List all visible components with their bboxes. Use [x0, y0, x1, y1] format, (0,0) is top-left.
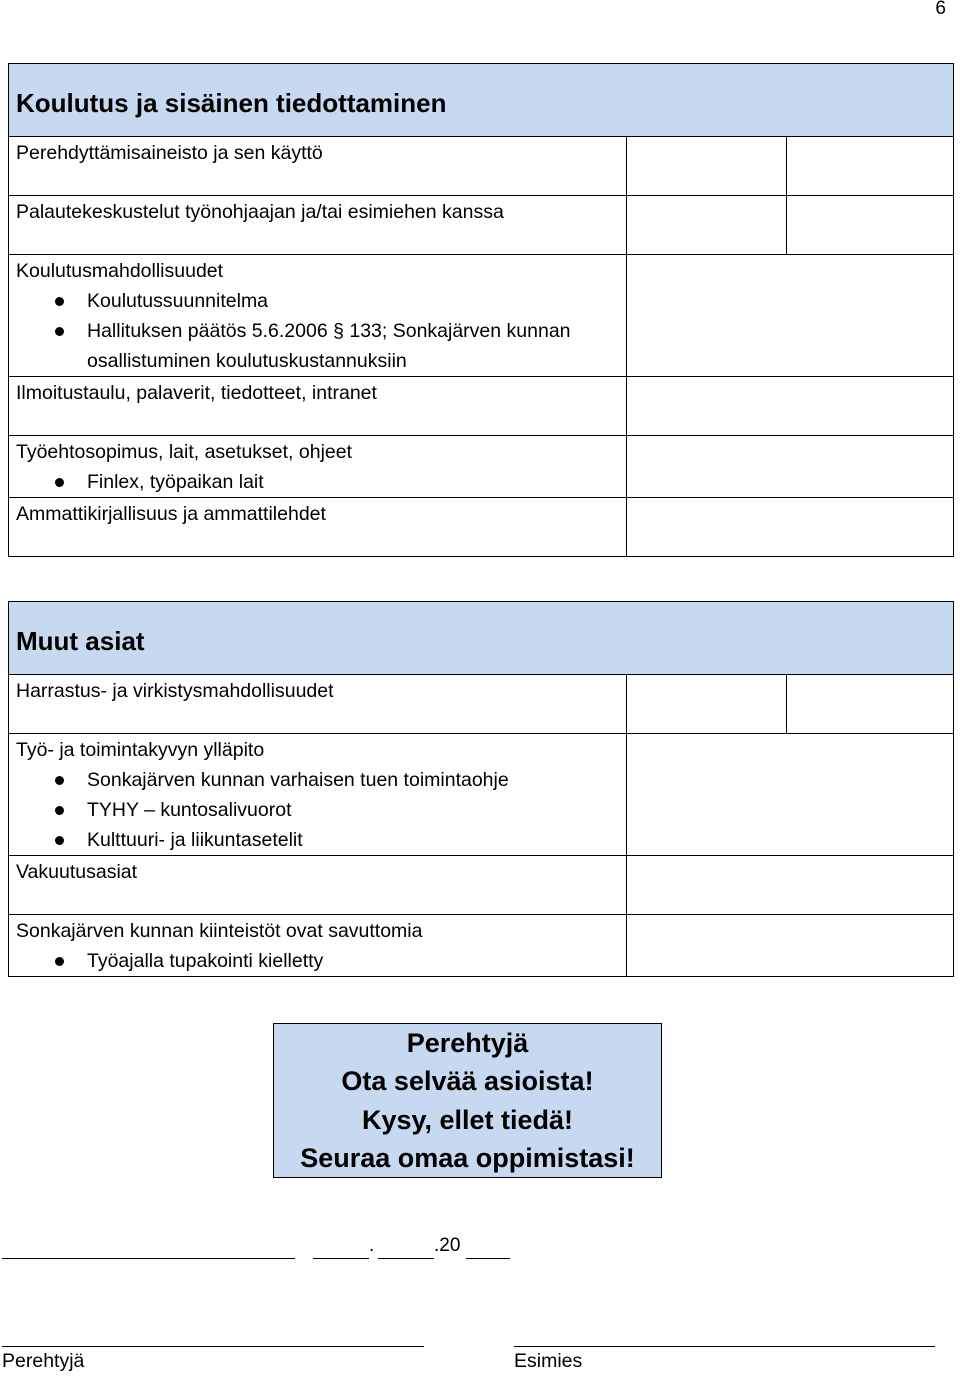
item-title: Työehtosopimus, lait, asetukset, ohjeet [16, 441, 353, 463]
motivation-line: Kysy, ellet tiedä! [361, 1104, 574, 1135]
day-line[interactable] [313, 1258, 369, 1259]
bullet-item: Työajalla tupakointi kielletty [16, 946, 620, 976]
check-cell[interactable] [626, 734, 953, 856]
bullet-icon [55, 957, 64, 966]
table-row [9, 255, 954, 377]
motivation-line: Seuraa omaa oppimistasi! [300, 1143, 635, 1173]
table-row [9, 915, 954, 977]
bullet-list [16, 946, 620, 976]
table-row [9, 377, 954, 436]
bullet-item: TYHY – kuntosalivuorot [16, 795, 620, 825]
check-cell[interactable] [626, 498, 953, 557]
section-title: Muut asiat [9, 602, 954, 675]
item-title: Sonkajärven kunnan kiinteistöt ovat savuttomia [16, 920, 423, 942]
bullet-icon [55, 478, 64, 487]
table-row [9, 856, 954, 915]
motivation-box [273, 1023, 662, 1178]
item-cell [9, 734, 627, 856]
motivation-line: Ota selvää asioista! [341, 1066, 594, 1096]
check-cell[interactable] [626, 856, 953, 915]
date-year-prefix: .20 [434, 1235, 461, 1256]
table-row [9, 137, 954, 196]
page-number: 6 [935, 0, 946, 19]
bullet-icon [55, 327, 64, 336]
check-cell[interactable] [626, 255, 953, 377]
item-title: Koulutusmahdollisuudet [16, 260, 224, 282]
check-cell[interactable] [786, 196, 953, 255]
check-cell[interactable] [626, 915, 953, 977]
check-cell[interactable] [626, 436, 953, 498]
item-cell [9, 196, 627, 255]
item-title: Vakuutusasiat [16, 861, 138, 883]
bullet-icon [55, 836, 64, 845]
check-cell[interactable] [626, 137, 786, 196]
month-line[interactable] [378, 1258, 434, 1259]
section-title: Koulutus ja sisäinen tiedottaminen [9, 64, 954, 137]
item-title: Työ- ja toimintakyvyn ylläpito [16, 739, 265, 761]
supervisor-label: Esimies [514, 1350, 583, 1372]
table-row [9, 734, 954, 856]
bullet-item: Koulutussuunnitelma [16, 286, 620, 316]
table-row [9, 436, 954, 498]
section-table-other [8, 601, 954, 977]
date-separator: . [369, 1235, 375, 1256]
check-cell[interactable] [626, 675, 786, 734]
item-cell [9, 377, 627, 436]
bullet-item: Hallituksen päätös 5.6.2006 § 133; Sonkajärven kunnan osallistuminen koulutuskustannuksiin [16, 316, 620, 376]
section-table-training [8, 63, 954, 557]
item-cell [9, 675, 627, 734]
item-cell [9, 436, 627, 498]
item-title: Palautekeskustelut työnohjaajan ja/tai esimiehen kanssa [16, 201, 504, 223]
bullet-icon [55, 806, 64, 815]
table-row [9, 498, 954, 557]
table-row [9, 196, 954, 255]
item-cell [9, 498, 627, 557]
bullet-item: Sonkajärven kunnan varhaisen tuen toimintaohje [16, 765, 620, 795]
item-title: Perehdyttämisaineisto ja sen käyttö [16, 142, 323, 164]
item-cell [9, 856, 627, 915]
bullet-list [16, 467, 620, 497]
check-cell[interactable] [626, 377, 953, 436]
year-line[interactable] [466, 1258, 510, 1259]
check-cell[interactable] [786, 137, 953, 196]
supervisor-signature-line[interactable] [514, 1346, 935, 1347]
item-title: Ammattikirjallisuus ja ammattilehdet [16, 503, 326, 525]
newcomer-signature-line[interactable] [2, 1346, 424, 1347]
check-cell[interactable] [786, 675, 953, 734]
bullet-icon [55, 776, 64, 785]
bullet-item: Kulttuuri- ja liikuntasetelit [16, 825, 620, 855]
bullet-list [16, 765, 620, 855]
item-title: Ilmoitustaulu, palaverit, tiedotteet, intranet [16, 382, 377, 404]
newcomer-label: Perehtyjä [2, 1350, 85, 1372]
item-cell [9, 137, 627, 196]
check-cell[interactable] [626, 196, 786, 255]
item-cell [9, 255, 627, 377]
bullet-item: Finlex, työpaikan lait [16, 467, 620, 497]
item-title: Harrastus- ja virkistysmahdollisuudet [16, 680, 334, 702]
motivation-line: Perehtyjä [406, 1027, 529, 1058]
table-row [9, 675, 954, 734]
bullet-list [16, 286, 620, 376]
item-cell [9, 915, 627, 977]
place-line[interactable] [2, 1258, 295, 1259]
bullet-icon [55, 297, 64, 306]
